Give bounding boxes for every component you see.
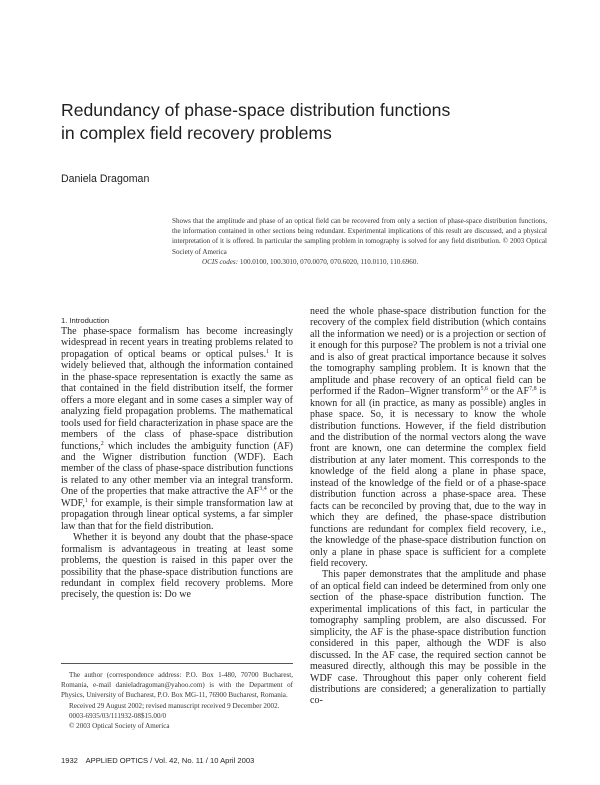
reference-1b: 1: [84, 497, 88, 504]
paragraph-3: [310, 306, 546, 569]
footnote-affiliation: The author (correspondence address: P.O. Box 1-480, 70700 Bucharest, Romania, e-mail danieladragoman@yahoo.com) is with the Department of Physics, University of Bucharest, P.O. Box MG-11, 76900 Bucharest, Romania.: [61, 671, 293, 700]
journal-citation: APPLIED OPTICS / Vol. 42, No. 11 / 10 April 2003: [85, 756, 255, 765]
ocis-codes: [172, 258, 418, 266]
footnote-divider: [61, 663, 293, 664]
reference-5-6: 5,6: [480, 386, 489, 393]
paragraph-1-text-b: It is widely believed that, although the information contained in the phase-space representation is exactly the same as that contained in the field distribution itself, the former offers a more elegant and in some cases a simpler way of analyzing field propagation problems. The mathematical tools used for field characterization in phase space are the members of the class of phase-space distribution functions,: [61, 348, 293, 452]
footnote: [61, 670, 293, 731]
page-number: 1932: [61, 756, 78, 765]
footnote-code: 0003-6935/03/111932-08$15.00/0: [69, 711, 167, 720]
reference-3-4: 3,4: [259, 486, 267, 493]
paragraph-1-text-a: The phase-space formalism has become increasingly widespread in recent years in treating problems related to propagation of optical beams or optical pulses.: [61, 326, 293, 360]
ocis-values: 100.0100, 100.3010, 070.0070, 070.6020, 110.0110, 110.6960.: [239, 257, 419, 266]
paragraph-4: This paper demonstrates that the amplitude and phase of an optical field can indeed be determined from only one section of the phase-space distribution function. The experimental implications of this fact, in particular the tomography sampling problem, are also discussed. For simplicity, the AF is the phase-space distribution function considered in this paper, although the WDF is also discussed. In the AF case, the required section cannot be measured directly, although this may be possible in the WDF case. Throughout this paper only coherent field distributions are considered; a generalization to partially co-: [310, 569, 546, 707]
ocis-label: OCIS codes:: [202, 257, 239, 266]
reference-2: 2: [100, 440, 104, 447]
section-heading: 1. Introduction: [61, 316, 110, 325]
reference-1: 1: [266, 348, 270, 355]
paragraph-1: [61, 326, 293, 532]
paragraph-2: Whether it is beyond any doubt that the phase-space formalism is advantageous in treating at least some problems, the question is raised in this paper over the possibility that the phase-space distribution functions are redundant in complex field recovery problems. More precisely, the question is: Do we: [61, 532, 293, 601]
paragraph-1-text-c: which includes the ambiguity function (AF) and the Wigner distribution function (WDF). Each member of the class of phase-space distribution functions is related to any other member via an integral transform. One of the properties that make attractive the AF: [61, 440, 293, 498]
abstract: [172, 216, 547, 267]
author-name: Daniela Dragoman: [61, 173, 150, 185]
paragraph-3-text-c: is known for all (in practice, as many as possible) angles in phase space. So, it is necessary to know the whole distribution functions. However, if the field distribution and the distribution of the normal vectors along the wave front are known, one can determine the complex field distribution at any later moment. This corresponds to the knowledge of the field along a plane in phase space, instead of the knowledge of the field or of a phase-space distribution function across a phase-space area. These facts can be reconciled by proving that, due to the way in which they are defined, the phase-space distribution functions are redundant for complex field recovery, i.e., the knowledge of the phase-space distribution function on only a plane in phase space is sufficient for a complete field recovery.: [310, 386, 546, 569]
paragraph-3-text-b: or the AF: [488, 386, 530, 398]
left-column: [61, 316, 293, 601]
abstract-text: Shows that the amplitude and phase of an optical field can be recovered from only a section of phase-space distribution functions, the information contained in other sections being redundant. Experimental implications of this result are discussed, and a physical interpretation of it is offered. In particular the sampling problem in tomography is solved for any field distribution. © 2003 Optical Society of America: [172, 217, 547, 256]
title-line-1: Redundancy of phase-space distribution functions: [61, 100, 451, 120]
paragraph-1-text-d: or the WDF,: [61, 486, 294, 509]
article-title: [61, 99, 541, 145]
title-line-2: in complex field recovery problems: [61, 123, 332, 143]
footnote-received: Received 29 August 2002; revised manuscript received 9 December 2002.: [69, 701, 280, 710]
footnote-copyright: © 2003 Optical Society of America: [69, 722, 170, 731]
paragraph-3-text-a: need the whole phase-space distribution function for the recovery of the complex field distribution (which contains all the information we need) or is a projection or section of it enough for this purpose? The problem is not a trivial one and is also of great practical importance because it solves the tomography sampling problem. It is known that the amplitude and phase recovery of an optical field can be performed if the Radon–Wigner transform: [310, 306, 546, 398]
page-footer: [61, 756, 260, 765]
reference-7-8: 7,8: [529, 386, 537, 393]
paragraph-1-text-e: for example, is their simple transformation law at propagation through linear optical systems, a far simpler law than that for the field distribution.: [61, 497, 293, 532]
right-column: [310, 306, 546, 707]
